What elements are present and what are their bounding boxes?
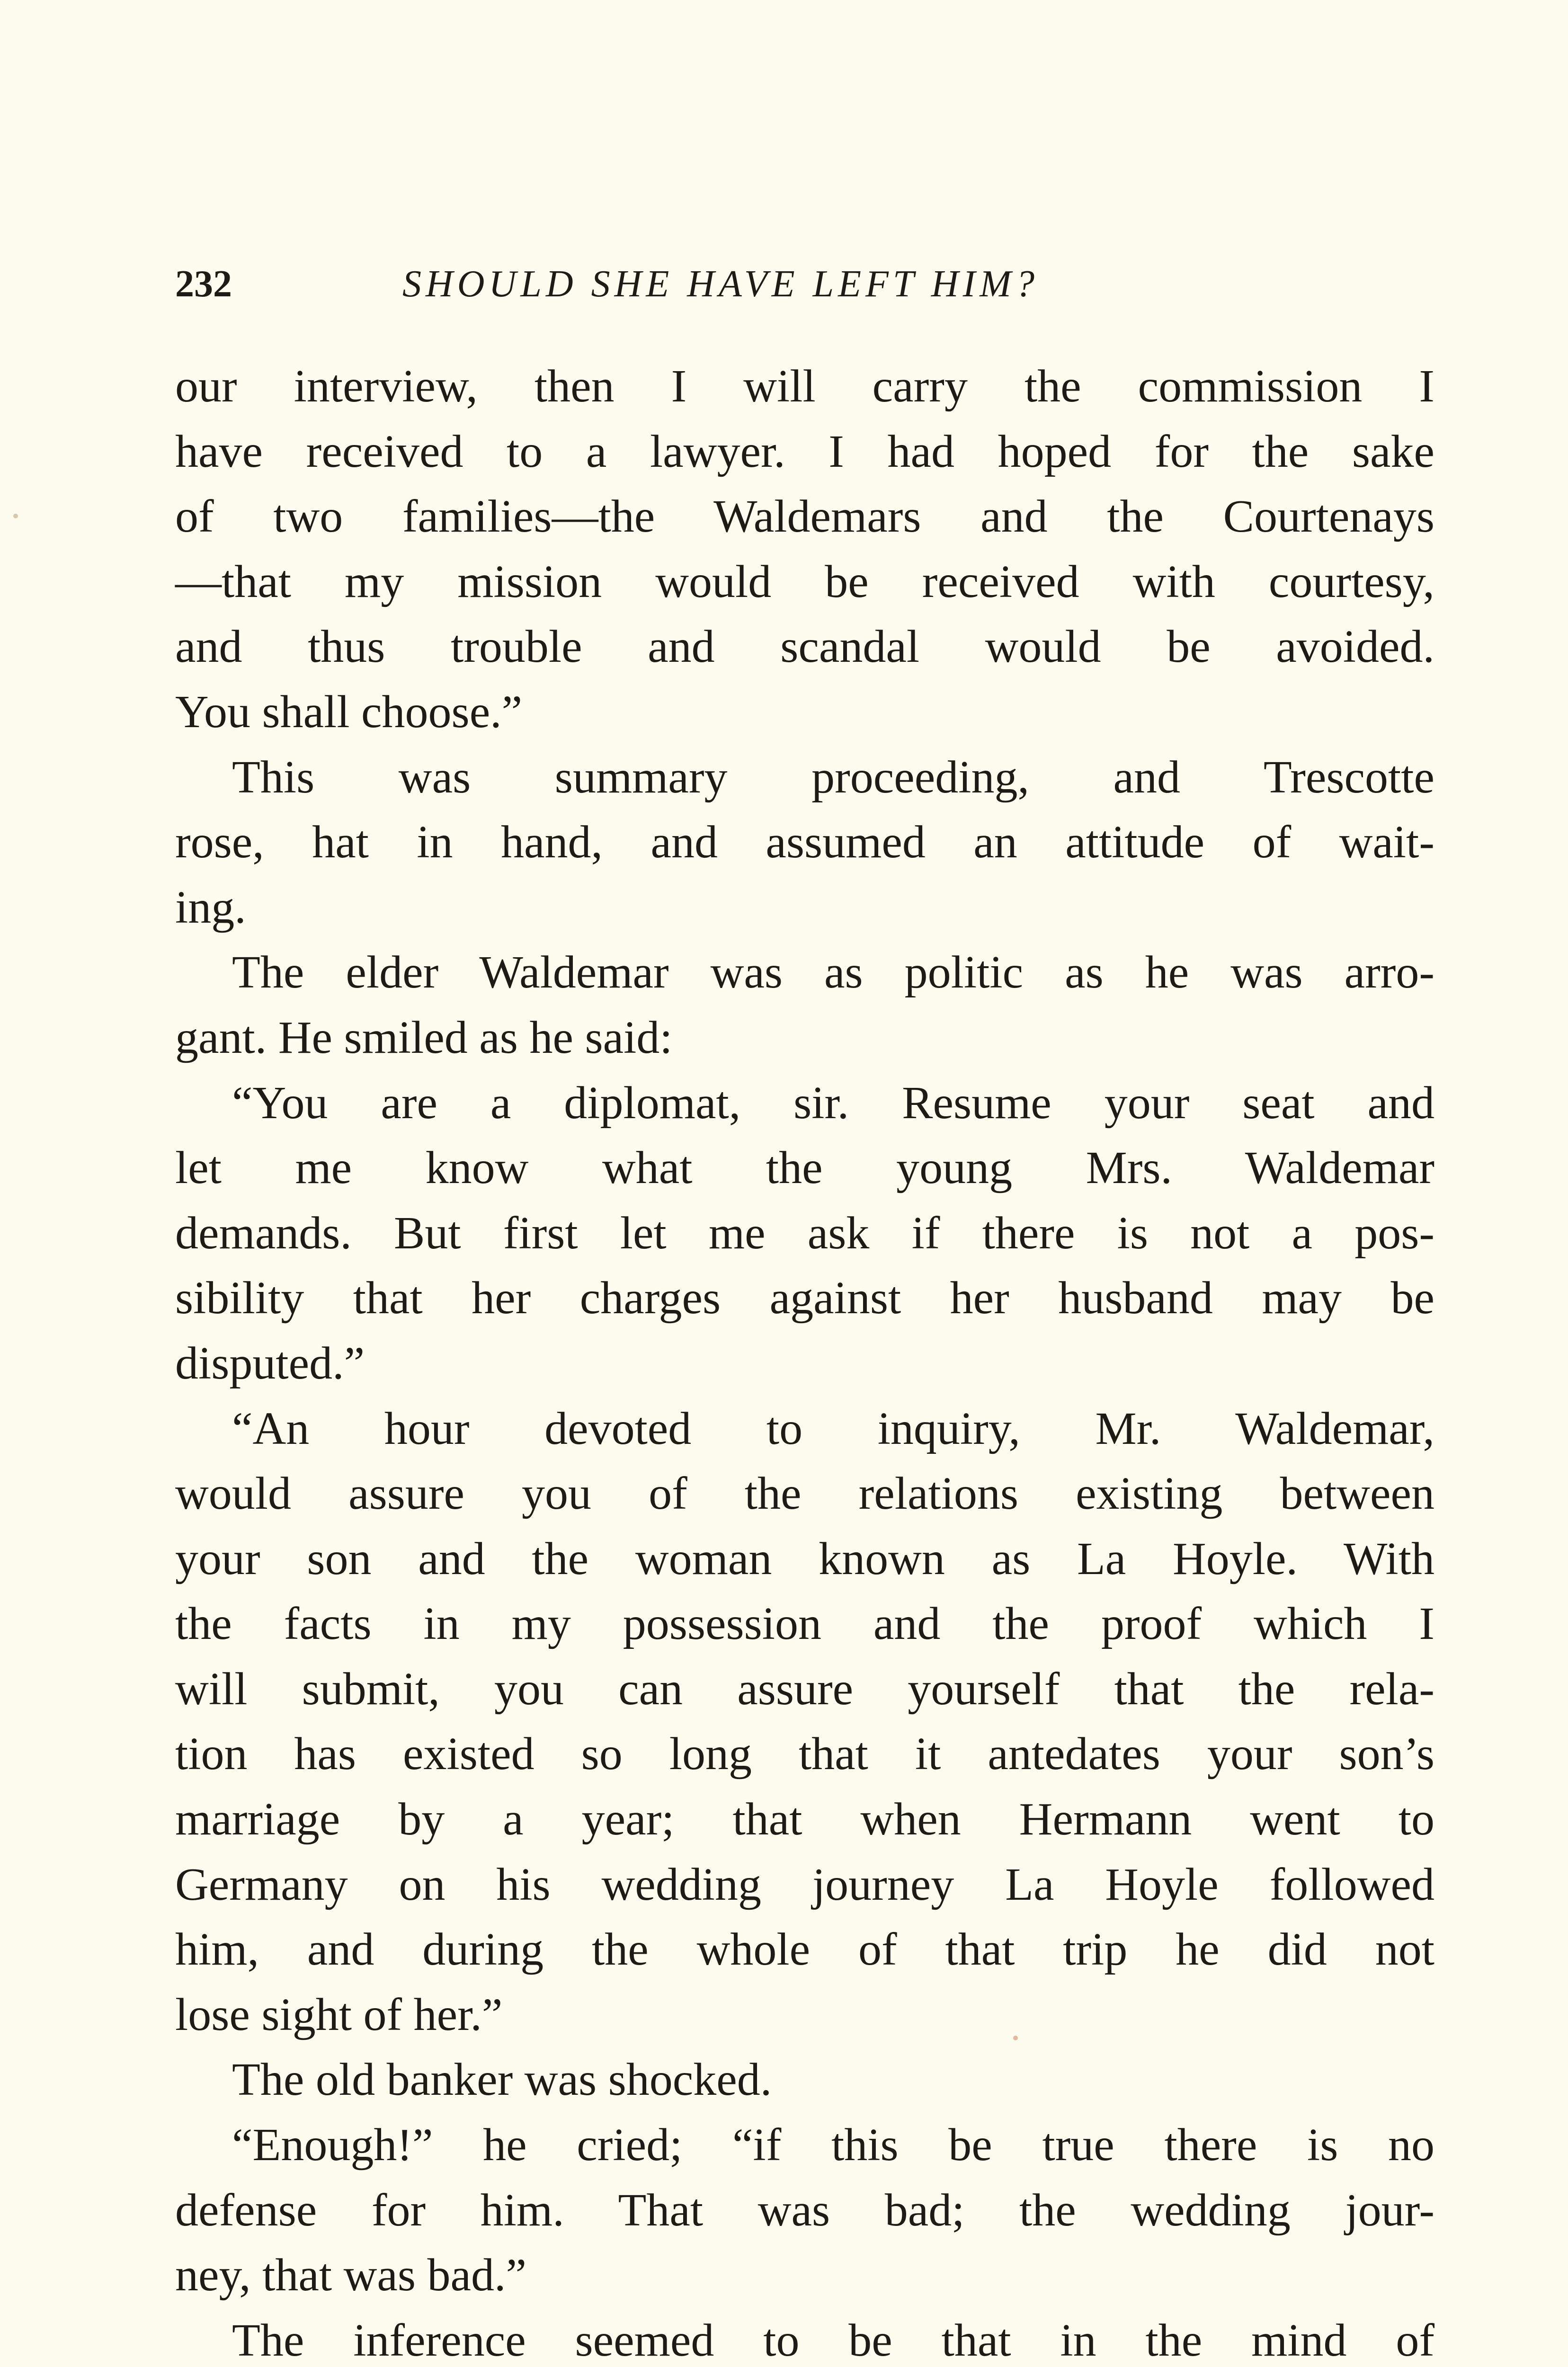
text-line: our interview, then I will carry the commission I — [175, 361, 1434, 412]
text-line: and thus trouble and scandal would be avoided. — [175, 621, 1434, 673]
text-line: The elder Waldemar was as politic as he was arro- — [232, 947, 1434, 998]
text-line: You shall choose.” — [175, 686, 523, 738]
text-line: “You are a diplomat, sir. Resume your seat and — [232, 1077, 1434, 1129]
page-number: 232 — [175, 263, 232, 305]
text-line: your son and the woman known as La Hoyle. With — [175, 1533, 1434, 1584]
text-line: would assure you of the relations existing between — [175, 1468, 1434, 1520]
text-line: will submit, you can assure yourself that the rela- — [175, 1663, 1434, 1715]
text-line: tion has existed so long that it antedates your son’s — [175, 1728, 1434, 1780]
text-line: Germany on his wedding journey La Hoyle followed — [175, 1859, 1434, 1910]
text-line: “Enough!” he cried; “if this be true there is no — [232, 2119, 1434, 2171]
running-head — [175, 258, 1434, 310]
text-line: him, and during the whole of that trip he did not — [175, 1924, 1434, 1975]
text-line: ney, that was bad.” — [175, 2250, 526, 2301]
text-line: marriage by a year; that when Hermann went to — [175, 1794, 1434, 1845]
text-line: lose sight of her.” — [175, 1989, 503, 2040]
text-line: gant. He smiled as he said: — [175, 1012, 673, 1063]
running-title: SHOULD SHE HAVE LEFT HIM? — [402, 263, 1039, 305]
paper-speck — [13, 514, 18, 518]
text-line: sibility that her charges against her husband may be — [175, 1272, 1434, 1324]
text-line: “An hour devoted to inquiry, Mr. Waldemar, — [232, 1403, 1434, 1454]
text-line: —that my mission would be received with courtesy, — [175, 556, 1434, 607]
text-line: rose, hat in hand, and assumed an attitude of wait- — [175, 817, 1434, 868]
text-line: The inference seemed to be that in the mind of — [232, 2314, 1434, 2366]
text-line: This was summary proceeding, and Trescotte — [232, 751, 1434, 803]
text-line: have received to a lawyer. I had hoped for the sake — [175, 426, 1434, 477]
text-line: defense for him. That was bad; the wedding jour- — [175, 2184, 1434, 2236]
body-text — [175, 354, 1434, 2367]
text-line: demands. But first let me ask if there is not a pos- — [175, 1207, 1434, 1259]
text-line: The old banker was shocked. — [232, 2054, 772, 2106]
text-line: of two families—the Waldemars and the Courtenays — [175, 491, 1434, 543]
text-line: the facts in my possession and the proof which I — [175, 1598, 1434, 1650]
text-line: ing. — [175, 881, 246, 933]
text-line: let me know what the young Mrs. Waldemar — [175, 1142, 1434, 1194]
paper-speck — [1013, 2036, 1018, 2040]
text-line: disputed.” — [175, 1337, 365, 1389]
